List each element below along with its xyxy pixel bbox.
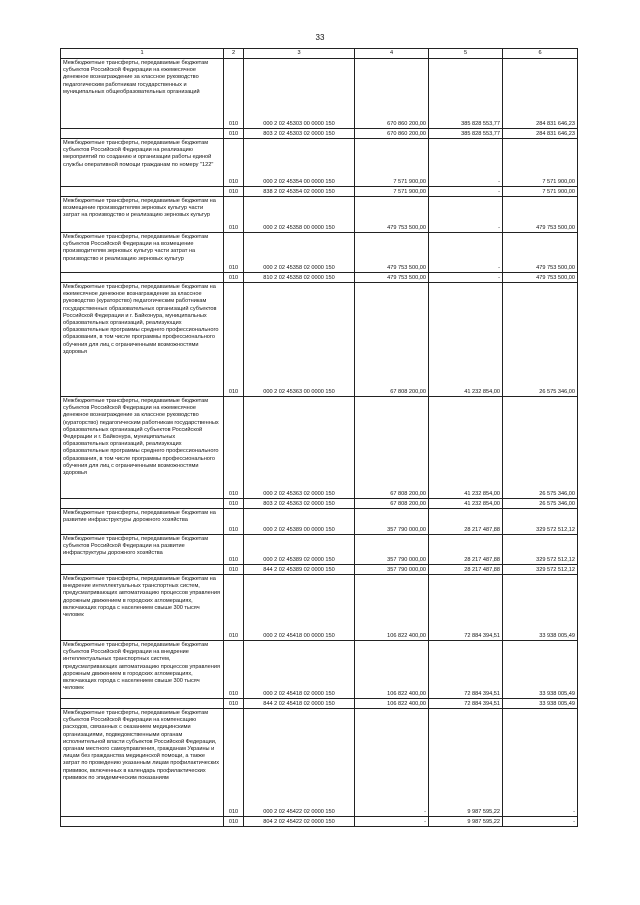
line-code-cell: 010	[224, 565, 244, 575]
description-cell	[61, 187, 224, 197]
remaining-amount-cell: 284 831 646,23	[503, 59, 578, 129]
table-row	[61, 817, 578, 827]
approved-amount-cell: 479 753 500,00	[355, 233, 429, 273]
budget-code-cell: 000 2 02 45358 00 0000 150	[244, 197, 355, 233]
description-cell: Межбюджетные трансферты, передаваемые бюджетам субъектов Российской Федерации на компенсацию расходов, связанных с оказанием медицинскими организациями, подведомственными органам исполнительной власти субъектов Российской Федерации, органам местного самоуправления, гражданам Украины и лицам без гражданства медицинской помощи, а также затрат по проведению указанным лицам профилактических прививок, включенных в календарь профилактических прививок по эпидемическим показаниям	[61, 709, 224, 817]
table-row	[61, 535, 578, 565]
line-code-cell: 010	[224, 535, 244, 565]
approved-amount-cell: 479 753 500,00	[355, 197, 429, 233]
budget-code-cell: 000 2 02 45422 02 0000 150	[244, 709, 355, 817]
line-code-cell: 010	[224, 187, 244, 197]
remaining-amount-cell: 26 575 346,00	[503, 283, 578, 397]
header-cell: 6	[503, 49, 578, 59]
remaining-amount-cell: 33 938 005,49	[503, 699, 578, 709]
executed-amount-cell: 9 987 595,22	[429, 817, 503, 827]
budget-code-cell: 803 2 02 45303 02 0000 150	[244, 129, 355, 139]
table-row	[61, 139, 578, 187]
line-code-cell: 010	[224, 699, 244, 709]
table-row	[61, 709, 578, 817]
line-code-cell: 010	[224, 59, 244, 129]
executed-amount-cell: 385 828 553,77	[429, 129, 503, 139]
line-code-cell: 010	[224, 499, 244, 509]
line-code-cell: 010	[224, 283, 244, 397]
remaining-amount-cell: 479 753 500,00	[503, 233, 578, 273]
line-code-cell: 010	[224, 817, 244, 827]
approved-amount-cell: 67 808 200,00	[355, 397, 429, 499]
budget-table	[60, 48, 578, 827]
line-code-cell: 010	[224, 197, 244, 233]
description-cell: Межбюджетные трансферты, передаваемые бюджетам субъектов Российской Федерации на ежемесячное денежное вознаграждение за классное руководство (кураторство) педагогическим работникам государственных образовательных организаций субъектов Российской Федерации и г. Байконура, муниципальных образовательных организаций, реализующих образовательные программы среднего профессионального образования, в том числе программы профессионального обучения для лиц с ограниченными возможностями здоровья	[61, 397, 224, 499]
description-cell: Межбюджетные трансферты, передаваемые бюджетам субъектов Российской Федерации на реализацию мероприятий по созданию и организации работы единой службы оперативной помощи гражданам по номеру "122"	[61, 139, 224, 187]
table-row	[61, 59, 578, 129]
remaining-amount-cell: 33 938 005,49	[503, 575, 578, 641]
budget-code-cell: 838 2 02 45354 02 0000 150	[244, 187, 355, 197]
line-code-cell: 010	[224, 273, 244, 283]
approved-amount-cell: 357 790 000,00	[355, 535, 429, 565]
approved-amount-cell: 670 860 200,00	[355, 129, 429, 139]
approved-amount-cell: 106 822 400,00	[355, 641, 429, 699]
approved-amount-cell: 357 790 000,00	[355, 565, 429, 575]
table-row	[61, 565, 578, 575]
remaining-amount-cell: 329 572 512,12	[503, 565, 578, 575]
table-row	[61, 397, 578, 499]
header-cell: 2	[224, 49, 244, 59]
table-row	[61, 499, 578, 509]
table-row	[61, 197, 578, 233]
description-cell	[61, 817, 224, 827]
description-cell	[61, 129, 224, 139]
approved-amount-cell: -	[355, 709, 429, 817]
description-cell: Межбюджетные трансферты, передаваемые бюджетам субъектов Российской Федерации на возмещение производителям зерновых культур части затрат на производство и реализацию зерновых культур	[61, 233, 224, 273]
budget-code-cell: 000 2 02 45363 02 0000 150	[244, 397, 355, 499]
executed-amount-cell: 72 884 394,51	[429, 575, 503, 641]
budget-code-cell: 810 2 02 45358 02 0000 150	[244, 273, 355, 283]
description-cell	[61, 699, 224, 709]
remaining-amount-cell: 26 575 346,00	[503, 499, 578, 509]
header-row	[61, 49, 578, 59]
remaining-amount-cell: 479 753 500,00	[503, 273, 578, 283]
description-cell	[61, 499, 224, 509]
executed-amount-cell: 385 828 553,77	[429, 59, 503, 129]
description-cell: Межбюджетные трансферты, передаваемые бюджетам субъектов Российской Федерации на внедрение интеллектуальных транспортных систем, предусматривающих автоматизацию процессов управления дорожным движением в городских агломерациях, включающих города с населением свыше 300 тысяч человек	[61, 641, 224, 699]
budget-code-cell: 000 2 02 45389 00 0000 150	[244, 509, 355, 535]
executed-amount-cell: -	[429, 233, 503, 273]
approved-amount-cell: 67 808 200,00	[355, 283, 429, 397]
remaining-amount-cell: -	[503, 817, 578, 827]
budget-code-cell: 844 2 02 45418 02 0000 150	[244, 699, 355, 709]
remaining-amount-cell: -	[503, 709, 578, 817]
table-row	[61, 509, 578, 535]
executed-amount-cell: -	[429, 197, 503, 233]
table-row	[61, 129, 578, 139]
executed-amount-cell: -	[429, 187, 503, 197]
approved-amount-cell: 670 860 200,00	[355, 59, 429, 129]
description-cell	[61, 565, 224, 575]
remaining-amount-cell: 33 938 005,49	[503, 641, 578, 699]
remaining-amount-cell: 26 575 346,00	[503, 397, 578, 499]
line-code-cell: 010	[224, 641, 244, 699]
executed-amount-cell: -	[429, 273, 503, 283]
approved-amount-cell: 7 571 900,00	[355, 139, 429, 187]
table-row	[61, 273, 578, 283]
description-cell: Межбюджетные трансферты, передаваемые бюджетам на внедрение интеллектуальных транспортных систем, предусматривающих автоматизацию процессов управления дорожным движением в городских агломерациях, включающих города с населением свыше 300 тысяч человек	[61, 575, 224, 641]
line-code-cell: 010	[224, 509, 244, 535]
table-row	[61, 283, 578, 397]
header-cell: 4	[355, 49, 429, 59]
budget-code-cell: 803 2 02 45363 02 0000 150	[244, 499, 355, 509]
budget-code-cell: 000 2 02 45354 00 0000 150	[244, 139, 355, 187]
remaining-amount-cell: 329 572 512,12	[503, 535, 578, 565]
budget-code-cell: 000 2 02 45389 02 0000 150	[244, 535, 355, 565]
approved-amount-cell: 479 753 500,00	[355, 273, 429, 283]
remaining-amount-cell: 329 572 512,12	[503, 509, 578, 535]
budget-code-cell: 000 2 02 45358 02 0000 150	[244, 233, 355, 273]
budget-code-cell: 804 2 02 45422 02 0000 150	[244, 817, 355, 827]
table-row	[61, 187, 578, 197]
approved-amount-cell: 67 808 200,00	[355, 499, 429, 509]
remaining-amount-cell: 7 571 900,00	[503, 187, 578, 197]
table-row	[61, 575, 578, 641]
budget-code-cell: 844 2 02 45389 02 0000 150	[244, 565, 355, 575]
description-cell: Межбюджетные трансферты, передаваемые бюджетам на возмещение производителям зерновых культур части затрат на производство и реализацию зерновых культур	[61, 197, 224, 233]
page-number: 33	[315, 33, 325, 42]
executed-amount-cell: 41 232 854,00	[429, 397, 503, 499]
remaining-amount-cell: 7 571 900,00	[503, 139, 578, 187]
header-cell: 5	[429, 49, 503, 59]
table-row	[61, 699, 578, 709]
budget-code-cell: 000 2 02 45418 00 0000 150	[244, 575, 355, 641]
remaining-amount-cell: 284 831 646,23	[503, 129, 578, 139]
approved-amount-cell: 106 822 400,00	[355, 699, 429, 709]
description-cell: Межбюджетные трансферты, передаваемые бюджетам субъектов Российской Федерации на развитие инфраструктуры дорожного хозяйства	[61, 535, 224, 565]
line-code-cell: 010	[224, 139, 244, 187]
budget-code-cell: 000 2 02 45303 00 0000 150	[244, 59, 355, 129]
description-cell	[61, 273, 224, 283]
executed-amount-cell: 28 217 487,88	[429, 509, 503, 535]
executed-amount-cell: 28 217 487,88	[429, 535, 503, 565]
approved-amount-cell: 7 571 900,00	[355, 187, 429, 197]
executed-amount-cell: 72 884 394,51	[429, 699, 503, 709]
line-code-cell: 010	[224, 397, 244, 499]
executed-amount-cell: 72 884 394,51	[429, 641, 503, 699]
line-code-cell: 010	[224, 233, 244, 273]
table-row	[61, 233, 578, 273]
executed-amount-cell: 28 217 487,88	[429, 565, 503, 575]
description-cell: Межбюджетные трансферты, передаваемые бюджетам на развитие инфраструктуры дорожного хозяйства	[61, 509, 224, 535]
line-code-cell: 010	[224, 709, 244, 817]
approved-amount-cell: 106 822 400,00	[355, 575, 429, 641]
header-cell: 3	[244, 49, 355, 59]
approved-amount-cell: 357 790 000,00	[355, 509, 429, 535]
executed-amount-cell: -	[429, 139, 503, 187]
executed-amount-cell: 41 232 854,00	[429, 499, 503, 509]
line-code-cell: 010	[224, 129, 244, 139]
remaining-amount-cell: 479 753 500,00	[503, 197, 578, 233]
header-cell: 1	[61, 49, 224, 59]
line-code-cell: 010	[224, 575, 244, 641]
budget-code-cell: 000 2 02 45363 00 0000 150	[244, 283, 355, 397]
executed-amount-cell: 9 987 595,22	[429, 709, 503, 817]
table-row	[61, 641, 578, 699]
description-cell: Межбюджетные трансферты, передаваемые бюджетам субъектов Российской Федерации на ежемесячное денежное вознаграждение за классное руководство педагогическим работникам государственных и муниципальных общеобразовательных организаций	[61, 59, 224, 129]
budget-code-cell: 000 2 02 45418 02 0000 150	[244, 641, 355, 699]
description-cell: Межбюджетные трансферты, передаваемые бюджетам на ежемесячное денежное вознаграждение за классное руководство (кураторство) педагогическим работникам государственных образовательных организаций субъектов Российской Федерации и г. Байконура, муниципальных образовательных организаций, реализующих образовательные программы среднего профессионального образования, в том числе программы профессионального обучения для лиц с ограниченными возможностями здоровья	[61, 283, 224, 397]
approved-amount-cell: -	[355, 817, 429, 827]
executed-amount-cell: 41 232 854,00	[429, 283, 503, 397]
